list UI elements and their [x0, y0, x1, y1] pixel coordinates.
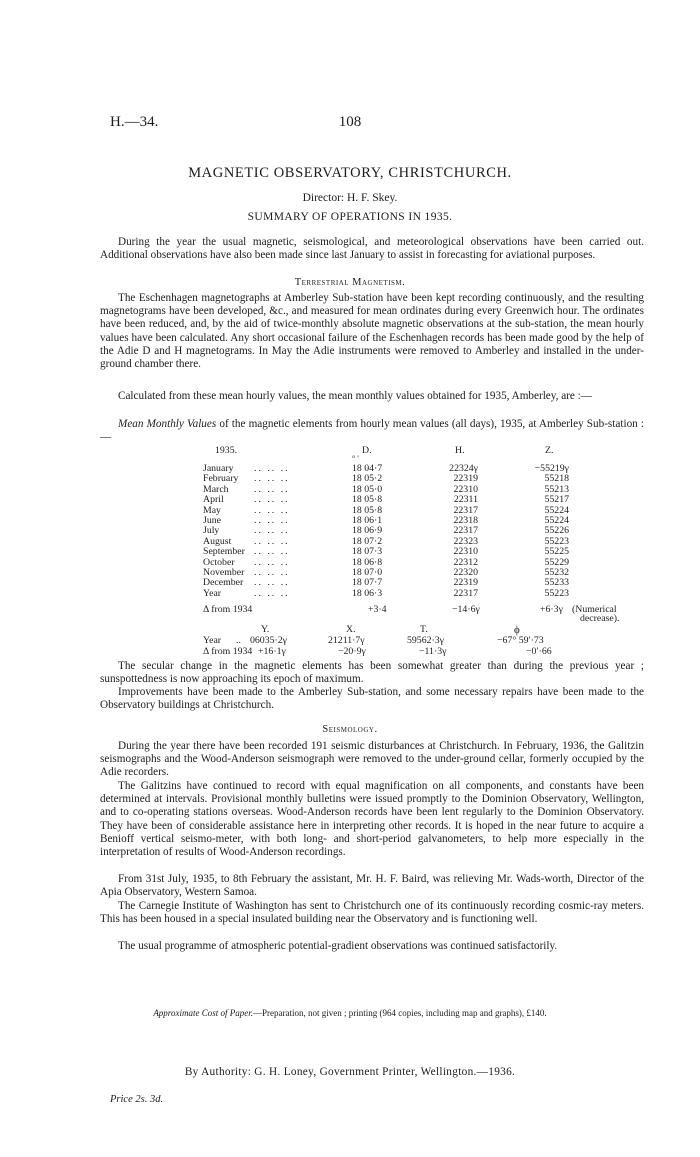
table-row — [0, 506, 600, 517]
z-cell: 55223 — [544, 535, 569, 547]
col-header-d-units: ° ' — [352, 454, 359, 463]
elements-x: −20·9γ — [338, 646, 366, 657]
z-cell: 55225 — [544, 546, 569, 558]
z-cell: 55232 — [544, 567, 569, 578]
month-cell: July — [203, 525, 220, 537]
col-header-x: X. — [346, 624, 356, 635]
elements-label: Year — [203, 635, 222, 646]
col-header-y: Y. — [261, 624, 270, 635]
d-cell: 18 06·9 — [352, 525, 383, 537]
month-cell: November — [203, 567, 245, 578]
month-cell: June — [203, 515, 221, 526]
d-cell: 18 05·8 — [352, 504, 383, 516]
h-cell: 22312 — [453, 556, 478, 568]
d-cell: 18 06·3 — [352, 587, 383, 599]
z-cell: 55224 — [544, 504, 569, 516]
d-cell: 18 07·2 — [352, 535, 383, 547]
month-cell: August — [203, 535, 232, 547]
month-cell: October — [203, 556, 235, 568]
col-header-d: D. — [362, 445, 372, 456]
dots-cell: .. .. .. — [254, 577, 290, 589]
terrestrial-magnetism-heading: Terrestrial Magnetism. — [294, 277, 406, 288]
table-row — [0, 495, 600, 506]
dots-cell: .. .. .. — [254, 494, 290, 506]
document-reference: H.—34. — [110, 114, 159, 130]
elements-t: 59562·3γ — [407, 635, 444, 646]
table-row — [0, 558, 600, 569]
z-cell: 55223 — [544, 587, 569, 599]
elements-phi: −0′·66 — [526, 646, 552, 657]
delta-note-row — [0, 613, 620, 625]
d-cell: 18 07·3 — [352, 546, 383, 558]
summary-heading: SUMMARY OF OPERATIONS IN 1935. — [247, 211, 453, 223]
elements-row-delta — [0, 647, 600, 658]
dots-cell: .. .. .. — [254, 463, 290, 474]
d-cell: 18 07·0 — [352, 567, 383, 578]
dots-cell: .. .. .. — [254, 525, 290, 537]
seismology-paragraph-4: The Carnegie Institute of Washington has sent to Christchurch one of its continuously recording cosmic-ray meters. This has been housed in a special insulated building near the Observatory and is functioning well. — [100, 900, 644, 926]
delta-d: +3·4 — [368, 604, 387, 615]
col-header-year: 1935. — [215, 445, 238, 456]
h-cell: 22310 — [453, 483, 478, 495]
secular-change-paragraph: The secular change in the magnetic elements has been somewhat greater than during the previous year ; sunspottedness is now approaching its epoch of maximum. — [100, 660, 644, 686]
seismology-paragraph-5: The usual programme of atmospheric potential-gradient observations was continued satisfactorily. — [118, 940, 558, 952]
elements-label: Δ from 1934 — [203, 646, 253, 657]
d-cell: 18 06·8 — [352, 556, 383, 568]
delta-label: Δ from 1934 — [203, 604, 253, 615]
table-row — [0, 474, 600, 485]
h-cell: 22311 — [453, 494, 478, 506]
table-row — [0, 589, 600, 600]
director-line: Director: H. F. Skey. — [302, 192, 398, 204]
z-cell: 55229 — [544, 556, 569, 568]
terrestrial-paragraph-2: Calculated from these mean hourly values, the mean monthly values obtained for 1935, Amberley, are :— — [118, 390, 592, 402]
h-cell: 22319 — [453, 577, 478, 589]
month-cell: September — [203, 546, 245, 558]
table-row — [0, 537, 600, 548]
table-row — [0, 464, 600, 475]
table-row — [0, 516, 600, 527]
month-cell: December — [203, 577, 244, 589]
h-cell: 22320 — [453, 567, 478, 578]
printer-authority: By Authority: G. H. Loney, Government Printer, Wellington.—1936. — [184, 1066, 516, 1078]
d-cell: 18 06·1 — [352, 515, 383, 526]
elements-phi: −67° 59′·73 — [497, 635, 544, 646]
col-header-z: Z. — [545, 445, 554, 456]
table-row — [0, 526, 600, 537]
price-note: Price 2s. 3d. — [110, 1094, 164, 1105]
elements-x: 21211·7γ — [328, 635, 365, 646]
d-cell: 18 05·0 — [352, 483, 383, 495]
terrestrial-paragraph-3: Mean Monthly Values of the magnetic elements from hourly mean values (all days), 1935, at Amberley Sub-station :— — [100, 418, 644, 444]
delta-note-2: decrease). — [580, 613, 620, 624]
elements-y: 06035·2γ — [250, 635, 287, 646]
z-cell: 55226 — [544, 525, 569, 537]
col-header-phi: ϕ — [514, 624, 520, 636]
z-cell: 55224 — [544, 515, 569, 526]
dots-cell: .. .. .. — [254, 567, 290, 578]
h-cell: 22324γ — [449, 463, 478, 474]
dots-cell: .. .. .. — [254, 483, 290, 495]
h-cell: 22317 — [453, 587, 478, 599]
dots-cell: .. .. .. — [254, 556, 290, 568]
z-cell: 55218 — [544, 473, 569, 485]
dots-cell: .. .. .. — [254, 535, 290, 547]
elements-row-year — [0, 636, 600, 647]
cost-note: Approximate Cost of Paper.—Preparation, not given ; printing (964 copies, including map and graphs), £140. — [153, 1008, 547, 1018]
d-cell: 18 07·7 — [352, 577, 383, 589]
delta-note-1: (Numerical — [572, 604, 617, 615]
month-cell: Year — [203, 587, 222, 599]
month-cell: May — [203, 504, 221, 516]
seismology-paragraph-3: From 31st July, 1935, to 8th February the assistant, Mr. H. F. Baird, was relieving Mr. Wads-worth, Director of the Apia Observatory, Western Samoa. — [100, 873, 644, 899]
delta-h: −14·6γ — [452, 604, 480, 615]
col-header-h: H. — [455, 445, 465, 456]
h-cell: 22318 — [453, 515, 478, 526]
dots-cell: .. .. .. — [254, 473, 290, 485]
h-cell: 22319 — [453, 473, 478, 485]
elements-dots: .. — [236, 635, 241, 646]
z-cell: 55233 — [544, 577, 569, 589]
intro-paragraph: During the year the usual magnetic, seismological, and meteorological observations have been carried out. Additional observations have also been made since last January to assist in forecasting for aviational purposes. — [100, 236, 644, 262]
elements-t: −11·3γ — [419, 646, 447, 657]
month-cell: April — [203, 494, 224, 506]
d-cell: 18 05·8 — [352, 494, 383, 506]
seismology-heading: Seismology. — [322, 724, 378, 735]
table-row — [0, 568, 600, 579]
seismology-paragraph-1: During the year there have been recorded 191 seismic disturbances at Christchurch. In February, 1936, the Galitzin seismographs and the Wood-Anderson seismograph were removed to the under-ground cellar, formerly occupied by the Adie recorders. — [100, 740, 644, 779]
h-cell: 22310 — [453, 546, 478, 558]
table-row — [0, 547, 600, 558]
dots-cell: .. .. .. — [254, 546, 290, 558]
h-cell: 22323 — [453, 535, 478, 547]
z-cell: 55217 — [544, 494, 569, 506]
d-cell: 18 04·7 — [352, 463, 383, 474]
z-cell: 55213 — [544, 483, 569, 495]
page-title: MAGNETIC OBSERVATORY, CHRISTCHURCH. — [188, 165, 512, 181]
h-cell: 22317 — [453, 525, 478, 537]
h-cell: 22317 — [453, 504, 478, 516]
col-header-t: T. — [420, 624, 428, 635]
dots-cell: .. .. .. — [254, 504, 290, 516]
d-cell: 18 05·2 — [352, 473, 383, 485]
month-cell: February — [203, 473, 239, 485]
delta-z: +6·3γ — [540, 604, 563, 615]
dots-cell: .. .. .. — [254, 587, 290, 599]
table-row — [0, 578, 600, 589]
z-cell: −55219γ — [534, 463, 569, 474]
month-cell: January — [203, 463, 234, 474]
dots-cell: .. .. .. — [254, 515, 290, 526]
terrestrial-paragraph-1: The Eschenhagen magnetographs at Amberley Sub-station have been kept recording continuously, and the resulting magnetograms have been developed, &c., and measured for mean ordinates during every Greenwich hour. The ordinates have been reduced, and, by the aid of twice-monthly absolute magnetic observations at the sub-station, the mean hourly values have been calculated. Any short occasional failure of the Eschenhagen records has been made good by the help of the Adie D and H magnetograms. In May the Adie instruments were removed to Amberley and installed in the under-ground chamber there. — [100, 292, 644, 371]
elements-y: +16·1γ — [258, 646, 286, 657]
seismology-paragraph-2: The Galitzins have continued to record with equal magnification on all components, and constants have been determined at intervals. Provisional monthly bulletins were issued promptly to the Dominion Observatory, Wellington, and to co-operating stations overseas. Wood-Anderson records have been lent regularly to the Dominion Observatory. They have been of considerable assistance here in interpreting other records. It is hoped in the near future to acquire a Benioff vertical seismo-meter, with both long- and short-period galvanometers, to help more especially in the interpretation of results of Wood-Anderson recordings. — [100, 780, 644, 859]
page-number: 108 — [338, 114, 362, 130]
table-row — [0, 485, 600, 496]
improvements-paragraph: Improvements have been made to the Amberley Sub-station, and some necessary repairs have been made to the Observatory buildings at Christchurch. — [100, 686, 644, 712]
month-cell: March — [203, 483, 229, 495]
